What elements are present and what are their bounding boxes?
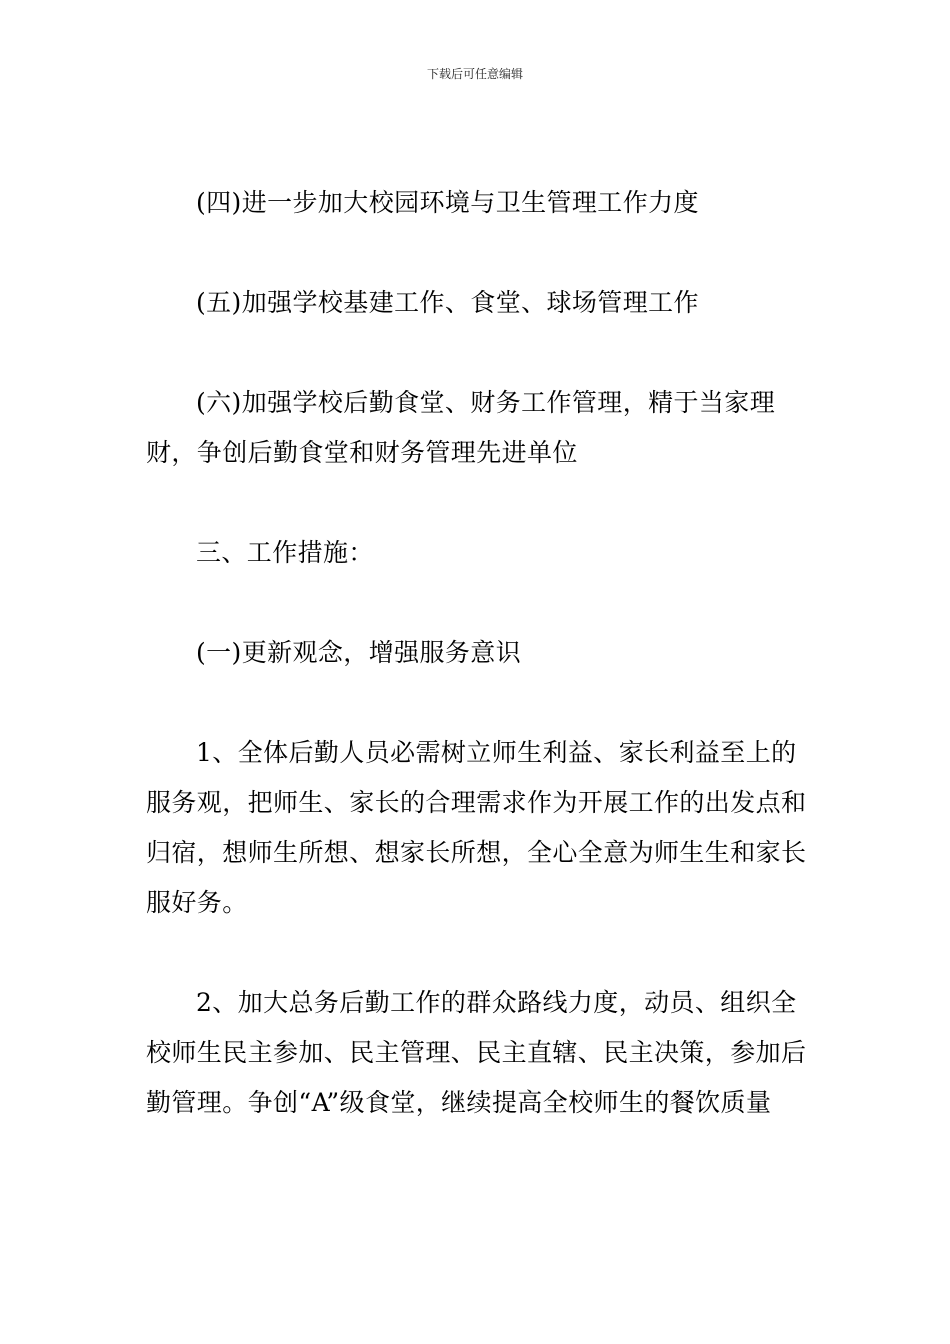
paragraph-item-1: 1、全体后勤人员必需树立师生利益、家长利益至上的服务观，把师生、家长的合理需求作为开展工作的出发点和归宿，想师生所想、想家长所想，全心全意为师生生和家长服好务。: [146, 738, 807, 917]
heading-work-measures: 三、工作措施：: [196, 538, 374, 567]
paragraph-gap: [146, 228, 808, 278]
subheading-update-concepts: (一)更新观念，增强服务意识: [196, 638, 522, 667]
paragraph-section-5: (五)加强学校基建工作、食堂、球场管理工作: [196, 288, 699, 317]
document-body: [146, 178, 808, 1128]
paragraph-gap: [146, 478, 808, 528]
paragraph-section-6: (六)加强学校后勤食堂、财务工作管理，精于当家理财，争创后勤食堂和财务管理先进单位: [146, 388, 776, 467]
paragraph-section-4: (四)进一步加大校园环境与卫生管理工作力度: [196, 188, 699, 217]
paragraph-gap: [146, 678, 808, 728]
paragraph-gap: [146, 328, 808, 378]
paragraph-item-2: 2、加大总务后勤工作的群众路线力度，动员、组织全校师生民主参加、民主管理、民主直辖、民主决策，参加后勤管理。争创“A”级食堂，继续提高全校师生的餐饮质量: [146, 988, 807, 1117]
paragraph-gap: [146, 578, 808, 628]
paragraph-gap: [146, 928, 808, 978]
page-header: 下载后可任意编辑: [426, 67, 523, 81]
